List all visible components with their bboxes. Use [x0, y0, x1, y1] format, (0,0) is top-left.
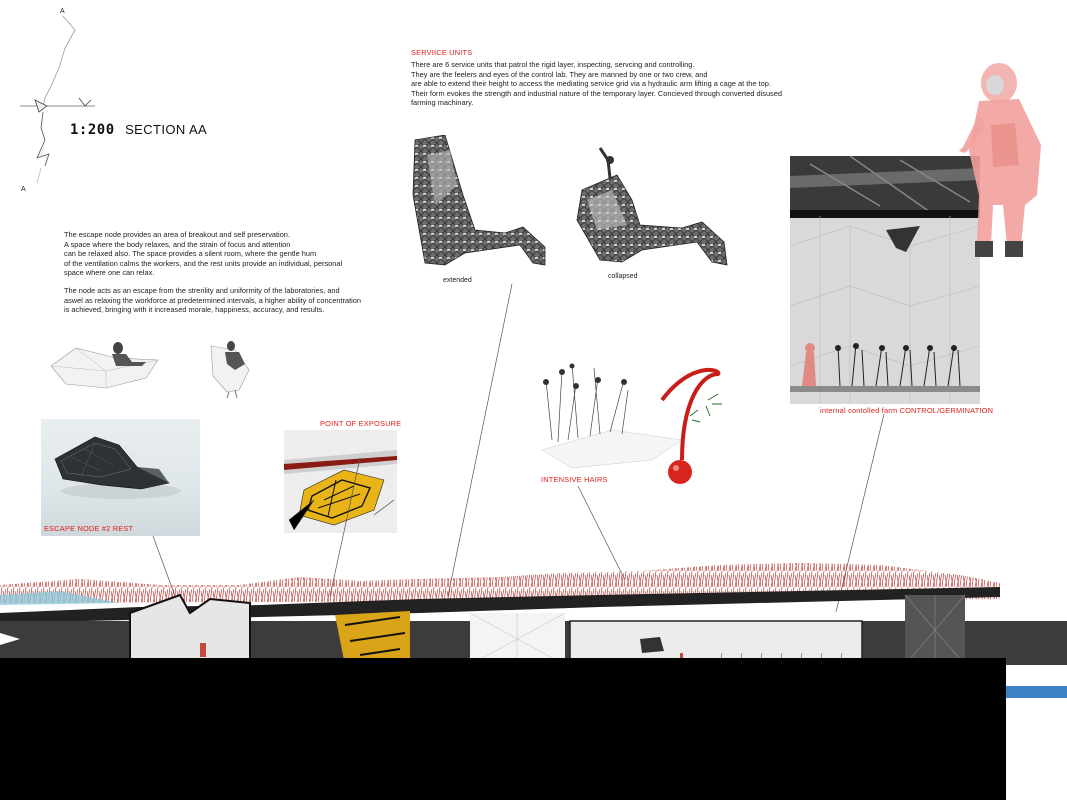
escape-node-text-1: The escape node provides an area of breakout and self preservation. A space where the body relaxes, and the strain of focus and attention can be relaxed also. The space provides a silent room, where the gentle hum of the ventilation calms the workers, and the rest units provide an individual, personal space where one can relax. — [64, 230, 343, 278]
blue-bar — [1006, 686, 1067, 698]
section-name: SECTION AA — [125, 122, 208, 137]
section-scale: 1:200 — [70, 122, 115, 138]
point-of-exposure-label: POINT OF EXPOSURE — [320, 419, 402, 428]
section-strip — [0, 555, 1067, 665]
extended-label: extended — [443, 277, 472, 284]
black-base-block — [0, 658, 1006, 800]
section-marker-bottom: A — [21, 186, 26, 193]
intensive-hairs-label: INTENSIVE HAIRS — [541, 475, 608, 484]
section-marker-top: A — [60, 8, 65, 15]
escape-node-text-2: The node acts as an escape from the strerility and uniformity of the laboratories, and aswel as relaxing the workforce at predetermined intervals, a higher ability of concentration is achieved, bringing with it increased morale, happiness, accuracy, and results. — [64, 286, 362, 315]
collapsed-label: collapsed — [608, 273, 638, 280]
service-units-heading: SERVIICE UNITS — [411, 48, 473, 57]
farm-label: internal contolled farm CONTROL/GERMINATION — [820, 406, 994, 415]
service-units-text: There are 6 service units that patrol the rigid layer, inspecting, servcing and controlling. They are the feelers and eyes of the control lab. They are manned by one or two crew, and are able to extend their height to access the mediating service grid via a hydraulic arm lifting a cage at the top. Their form evokes the strength and industrial nature of the temporary layer. Concieved through converted disused farming machinary. — [411, 60, 782, 108]
escape-node-label: ESCAPE NODE #2 REST — [44, 524, 134, 533]
